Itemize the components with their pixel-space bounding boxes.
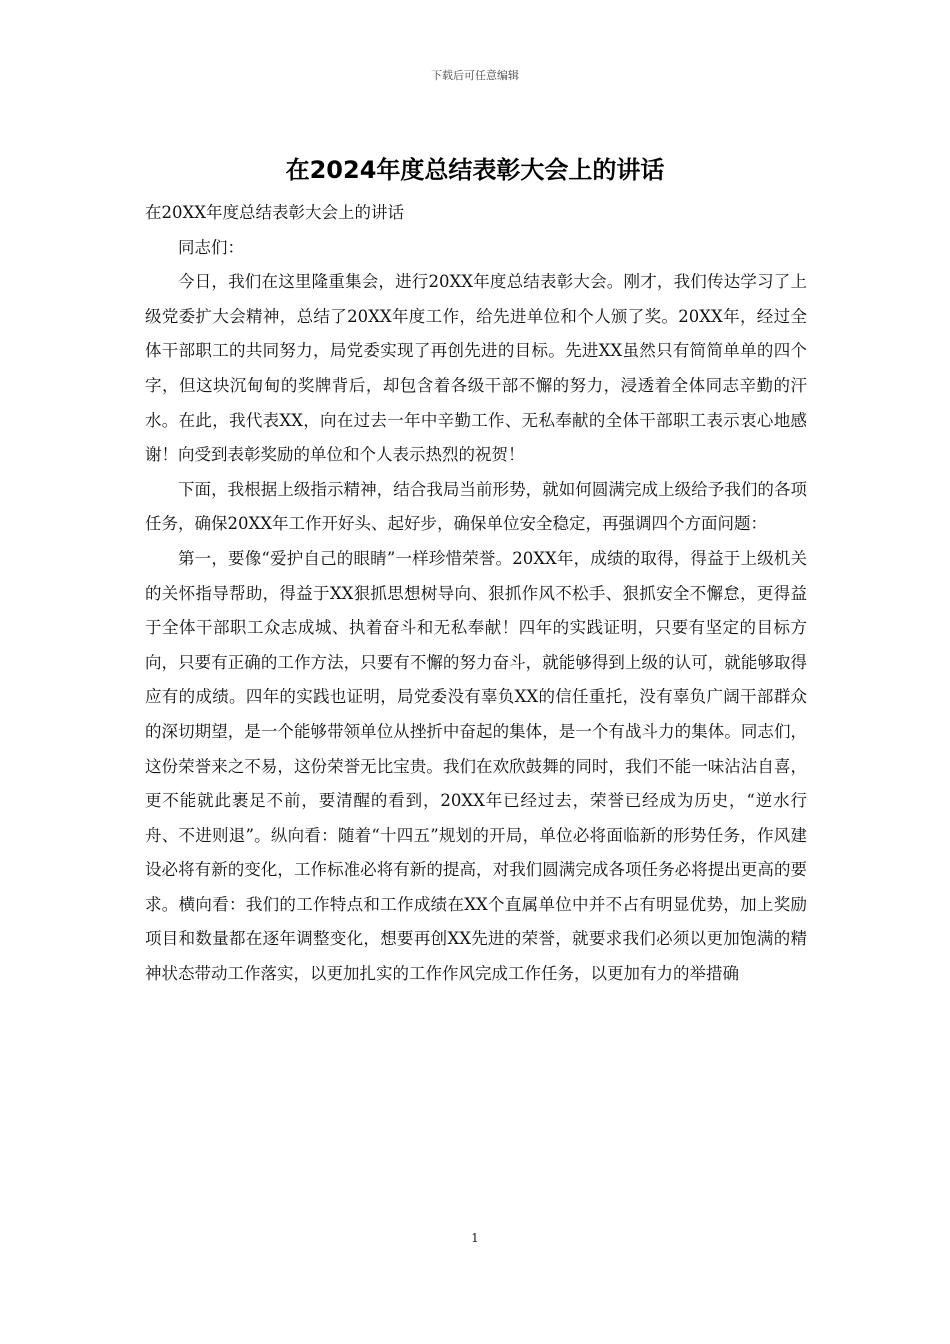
paragraph: 今日，我们在这里隆重集会，进行20XX年度总结表彰大会。刚才，我们传达学习了上级党委扩大会精神，总结了20XX年度工作，给先进单位和个人颁了奖。20XX年，经过全体干部职工的共同努力，局党委实现了再创先进的目标。先进XX虽然只有简简单单的四个字，但这块沉甸甸的奖牌背后，却包含着各级干部不懈的努力，浸透着全体同志辛勤的汗水。在此，我代表XX，向在过去一年中辛勤工作、无私奉献的全体干部职工表示衷心地感谢！向受到表彰奖励的单位和个人表示热烈的祝贺！ <box>145 272 807 465</box>
page-number: 1 <box>471 1231 479 1245</box>
paragraph: 第一，要像“爱护自己的眼睛”一样珍惜荣誉。20XX年，成绩的取得，得益于上级机关的关怀指导帮助，得益于XX狠抓思想树导向、狠抓作风不松手、狠抓安全不懈怠，更得益于全体干部职工众志成城、执着奋斗和无私奉献！四年的实践证明，只要有坚定的目标方向，只要有正确的工作方法，只要有不懈的努力奋斗，就能够得到上级的认可，就能够取得应有的成绩。四年的实践也证明，局党委没有辜负XX的信任重托，没有辜负广阔干部群众的深切期望，是一个能够带领单位从挫折中奋起的集体，是一个有战斗力的集体。同志们，这份荣誉来之不易，这份荣誉无比宝贵。我们在欢欣鼓舞的同时，我们不能一味沾沾自喜，更不能就此裹足不前，要清醒的看到，20XX年已经过去，荣誉已经成为历史，“逆水行舟、不进则退”。纵向看：随着“十四五”规划的开局，单位必将面临新的形势任务，作风建设必将有新的变化，工作标准必将有新的提高，对我们圆满完成各项任务必将提出更高的要求。横向看：我们的工作特点和工作成绩在XX个直属单位中并不占有明显优势，加上奖励项目和数量都在逐年调整变化，想要再创XX先进的荣誉，就要求我们必须以更加饱满的精神状态带动工作落实，以更加扎实的工作作风完成工作任务，以更加有力的举措确 <box>145 548 807 984</box>
document-body <box>145 196 807 992</box>
header-note: 下载后可任意编辑 <box>431 69 519 82</box>
subtitle: 在20XX年度总结表彰大会上的讲话 <box>145 203 404 222</box>
salutation: 同志们： <box>178 237 244 257</box>
page-title: 在2024年度总结表彰大会上的讲话 <box>285 156 665 184</box>
paragraph: 下面，我根据上级指示精神，结合我局当前形势，就如何圆满完成上级给予我们的各项任务，确保20XX年工作开好头、起好步，确保单位安全稳定，再强调四个方面问题： <box>145 479 807 534</box>
